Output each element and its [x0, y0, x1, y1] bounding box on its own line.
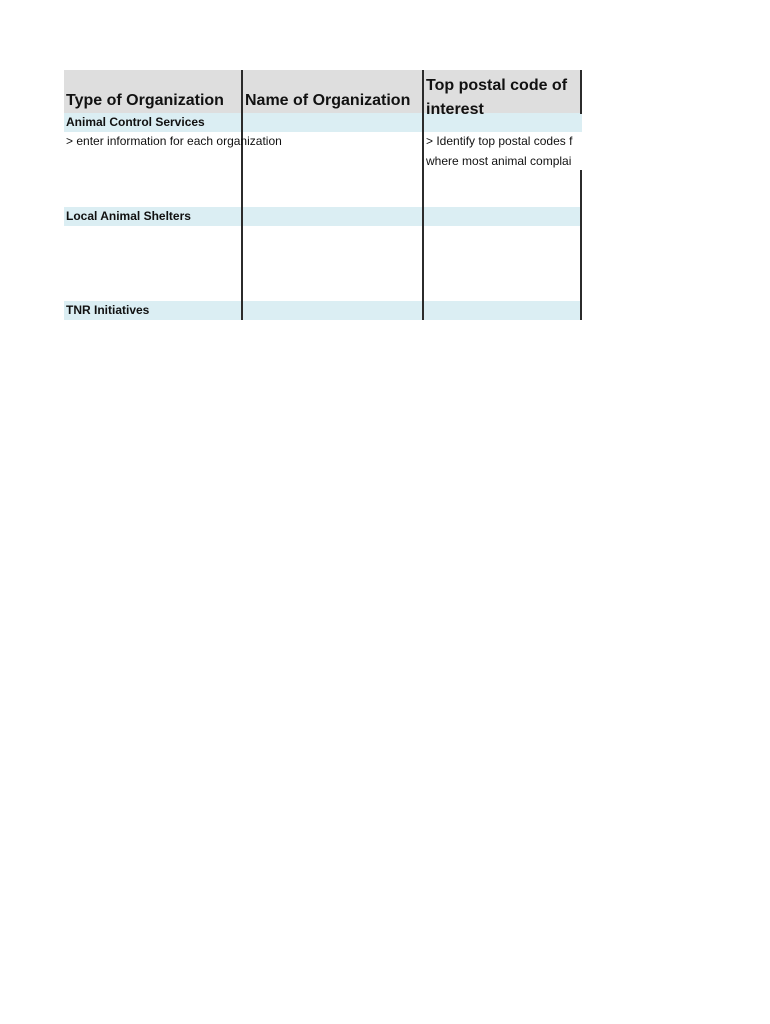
note-postal-line-1: > Identify top postal codes f	[426, 134, 573, 148]
note-postal-line-2: where most animal complai	[426, 154, 572, 168]
column-divider-2	[422, 70, 424, 320]
header-top-postal-code: Top postal code of interest	[426, 77, 568, 118]
column-divider-3-bottom	[580, 170, 582, 320]
category-label-tnr: TNR Initiatives	[66, 303, 150, 317]
header-type-of-organization: Type of Organization	[66, 92, 224, 109]
category-label-local-shelters: Local Animal Shelters	[66, 209, 191, 223]
postal-note-cell	[424, 132, 580, 172]
header-name-of-organization: Name of Organization	[245, 92, 411, 109]
column-divider-1	[241, 70, 243, 320]
category-label-animal-control: Animal Control Services	[66, 115, 205, 129]
note-enter-information: > enter information for each organization	[66, 134, 282, 148]
column-divider-3-top	[580, 70, 582, 114]
